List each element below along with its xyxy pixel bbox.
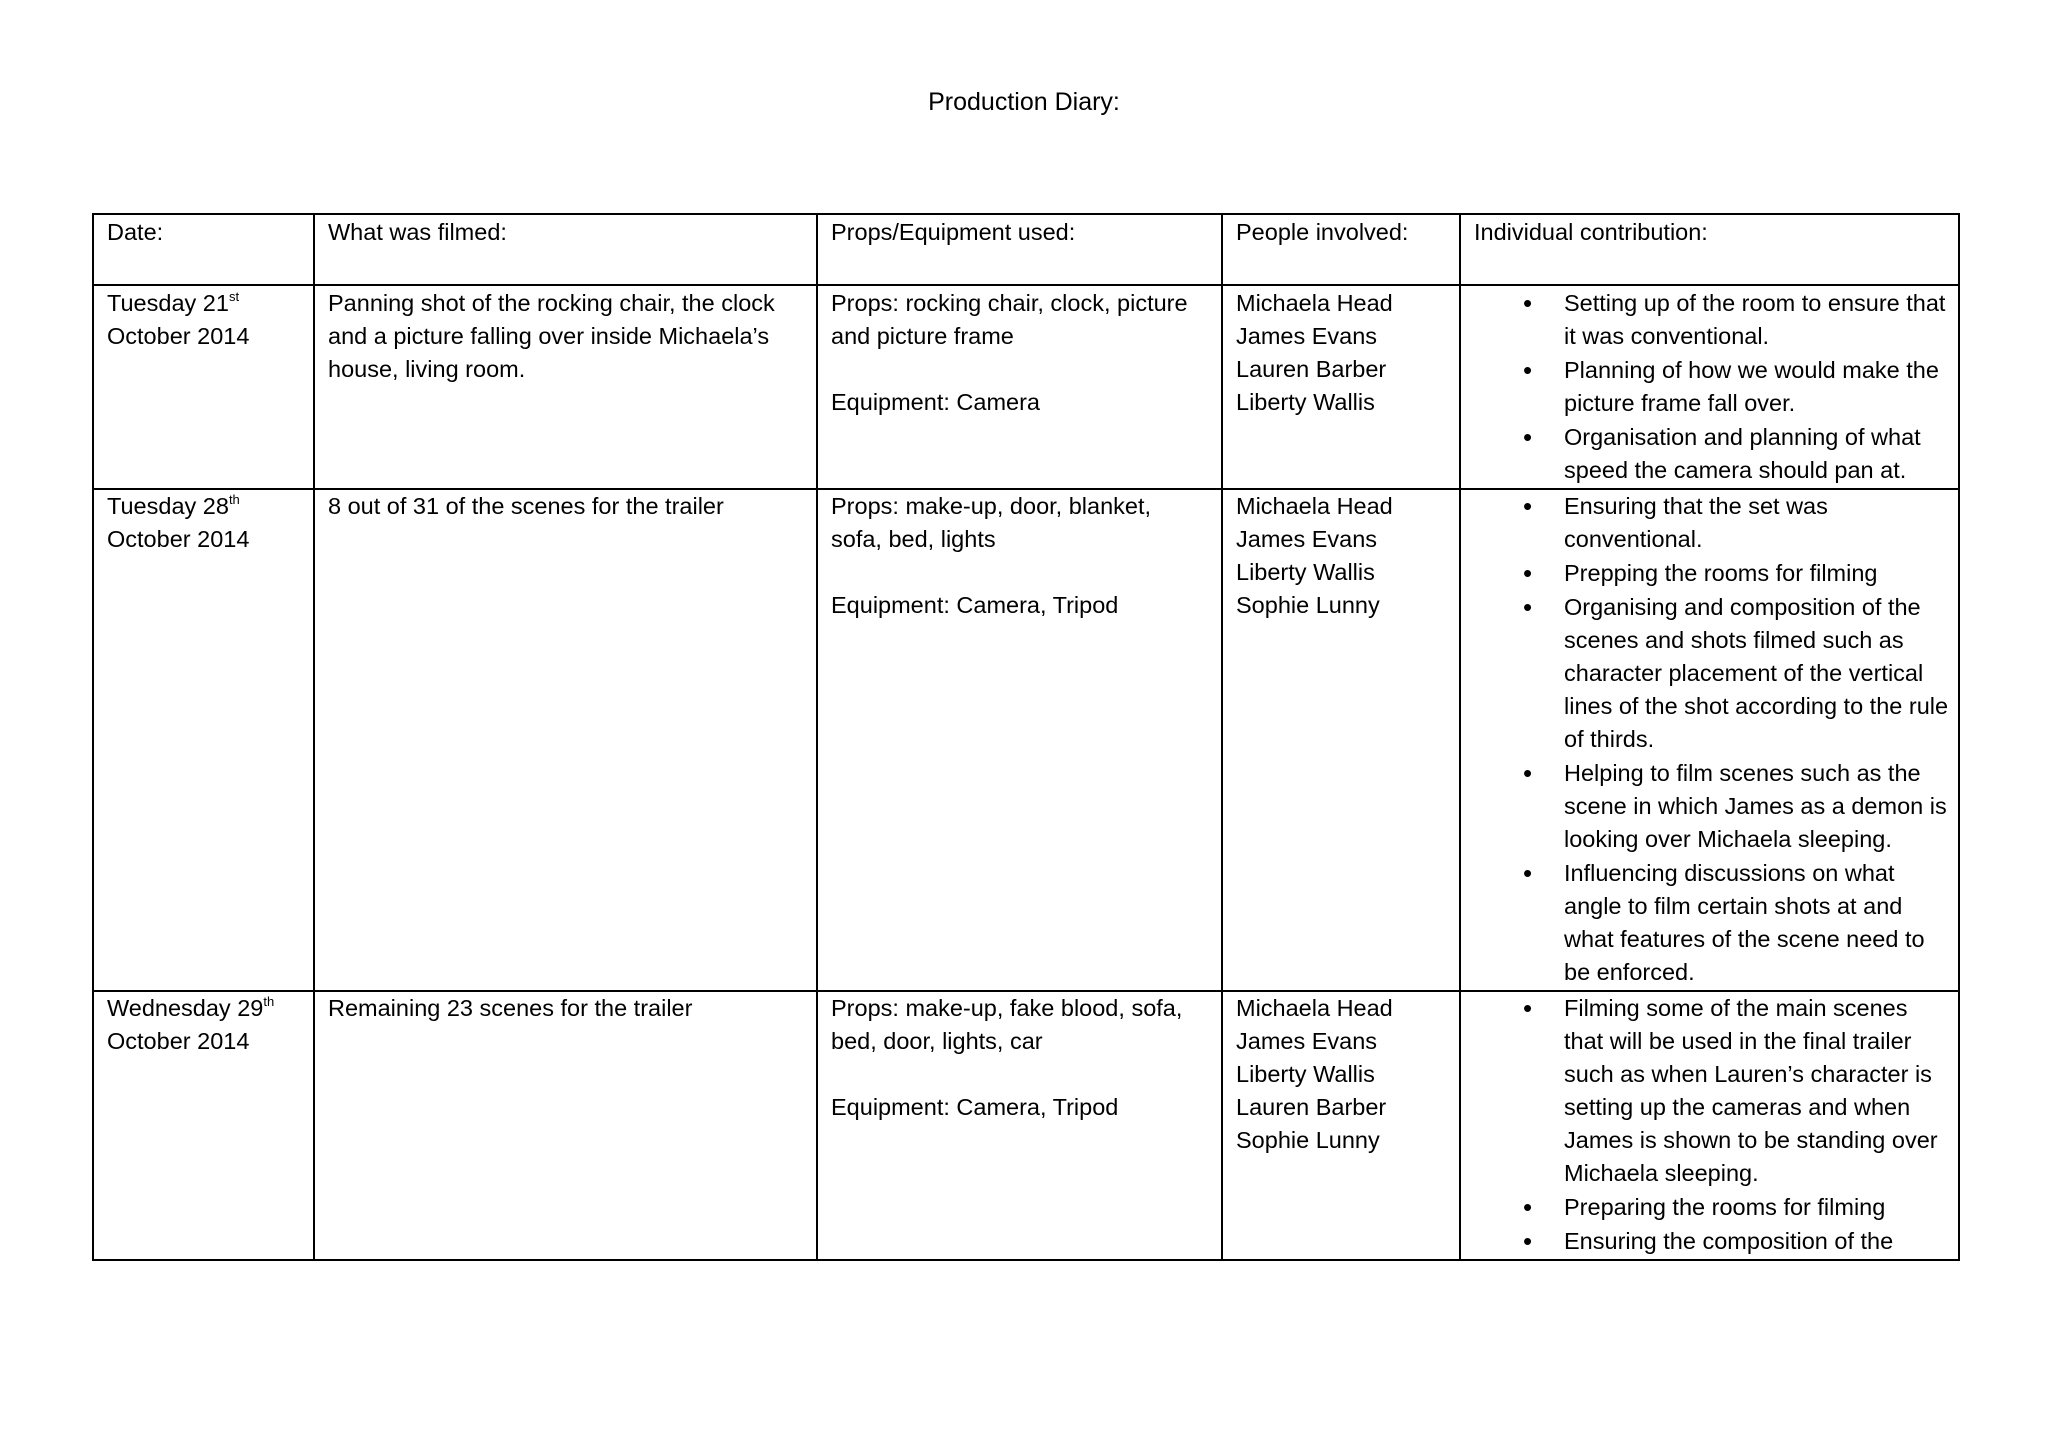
header-individual-contribution: Individual contribution:	[1460, 214, 1959, 285]
date-suffix: th	[228, 492, 240, 507]
contribution-list	[1474, 992, 1950, 1258]
production-diary-table	[92, 213, 1960, 1261]
contribution-item: • Preparing the rooms for filming	[1474, 1191, 1950, 1224]
person-name: Michaela Head	[1236, 290, 1393, 316]
props-line: Props: make-up, door, blanket,	[831, 493, 1152, 519]
filmed-line: and a picture falling over inside Michaela’s	[328, 323, 770, 349]
person-name: Lauren Barber	[1236, 1094, 1387, 1120]
people-cell	[1222, 285, 1460, 489]
contribution-item: • Influencing discussions on what angle to film certain shots at and what features of the scene need to be enforced.	[1474, 857, 1950, 989]
equipment-line: Equipment: Camera	[831, 389, 1040, 415]
props-cell	[817, 489, 1222, 991]
props-line: and picture frame	[831, 323, 1014, 349]
props-cell	[817, 991, 1222, 1260]
person-name: Liberty Wallis	[1236, 559, 1375, 585]
props-line: Props: rocking chair, clock, picture	[831, 290, 1188, 316]
person-name: James Evans	[1236, 526, 1378, 552]
page-title: Production Diary:	[928, 88, 1120, 116]
contribution-item: • Ensuring the composition of the	[1474, 1225, 1950, 1258]
contribution-list	[1474, 287, 1950, 487]
filmed-cell	[314, 489, 817, 991]
date-suffix: th	[263, 994, 275, 1009]
person-name: Michaela Head	[1236, 995, 1393, 1021]
equipment-line: Equipment: Camera, Tripod	[831, 1094, 1119, 1120]
props-cell	[817, 285, 1222, 489]
contribution-cell	[1460, 991, 1959, 1260]
people-cell	[1222, 991, 1460, 1260]
person-name: James Evans	[1236, 1028, 1378, 1054]
props-line: sofa, bed, lights	[831, 526, 996, 552]
contribution-item: • Organisation and planning of what speed the camera should pan at.	[1474, 421, 1950, 487]
header-date: Date:	[93, 214, 314, 285]
contribution-item: • Ensuring that the set was conventional.	[1474, 490, 1950, 556]
props-line: Props: make-up, fake blood, sofa,	[831, 995, 1183, 1021]
filmed-line: Remaining 23 scenes for the trailer	[328, 995, 693, 1021]
contribution-list	[1474, 490, 1950, 989]
date-cell	[93, 991, 314, 1260]
header-what-was-filmed: What was filmed:	[314, 214, 817, 285]
filmed-cell	[314, 991, 817, 1260]
date-month-year: October 2014	[107, 323, 250, 349]
date-cell	[93, 285, 314, 489]
date-month-year: October 2014	[107, 1028, 250, 1054]
contribution-item: • Setting up of the room to ensure that it was conventional.	[1474, 287, 1950, 353]
props-line: bed, door, lights, car	[831, 1028, 1043, 1054]
contribution-cell	[1460, 489, 1959, 991]
people-cell	[1222, 489, 1460, 991]
equipment-line: Equipment: Camera, Tripod	[831, 592, 1119, 618]
date-day: Tuesday 28	[107, 493, 229, 519]
contribution-item: • Helping to film scenes such as the scene in which James as a demon is looking over Michaela sleeping.	[1474, 757, 1950, 856]
date-suffix: st	[228, 289, 240, 304]
table-row	[93, 991, 1959, 1260]
date-month-year: October 2014	[107, 526, 250, 552]
filmed-cell	[314, 285, 817, 489]
contribution-item: • Planning of how we would make the picture frame fall over.	[1474, 354, 1950, 420]
person-name: Liberty Wallis	[1236, 1061, 1375, 1087]
person-name: Sophie Lunny	[1236, 592, 1380, 618]
contribution-item: • Organising and composition of the scenes and shots filmed such as character placement of the vertical lines of the shot according to the rule of thirds.	[1474, 591, 1950, 756]
date-day: Tuesday 21	[107, 290, 229, 316]
date-cell	[93, 489, 314, 991]
person-name: James Evans	[1236, 323, 1378, 349]
filmed-line: Panning shot of the rocking chair, the clock	[328, 290, 775, 316]
table-row	[93, 285, 1959, 489]
date-day: Wednesday 29	[107, 995, 264, 1021]
contribution-cell	[1460, 285, 1959, 489]
header-people-involved: People involved:	[1222, 214, 1460, 285]
header-props-equipment: Props/Equipment used:	[817, 214, 1222, 285]
person-name: Liberty Wallis	[1236, 389, 1375, 415]
filmed-line: 8 out of 31 of the scenes for the trailer	[328, 493, 724, 519]
contribution-item: • Filming some of the main scenes that will be used in the final trailer such as when Lauren’s character is setting up the cameras and when James is shown to be standing over Michaela sleeping.	[1474, 992, 1950, 1190]
person-name: Lauren Barber	[1236, 356, 1387, 382]
filmed-line: house, living room.	[328, 356, 526, 382]
table-header-row	[93, 214, 1959, 285]
contribution-item: • Prepping the rooms for filming	[1474, 557, 1950, 590]
person-name: Michaela Head	[1236, 493, 1393, 519]
table-row	[93, 489, 1959, 991]
person-name: Sophie Lunny	[1236, 1127, 1380, 1153]
